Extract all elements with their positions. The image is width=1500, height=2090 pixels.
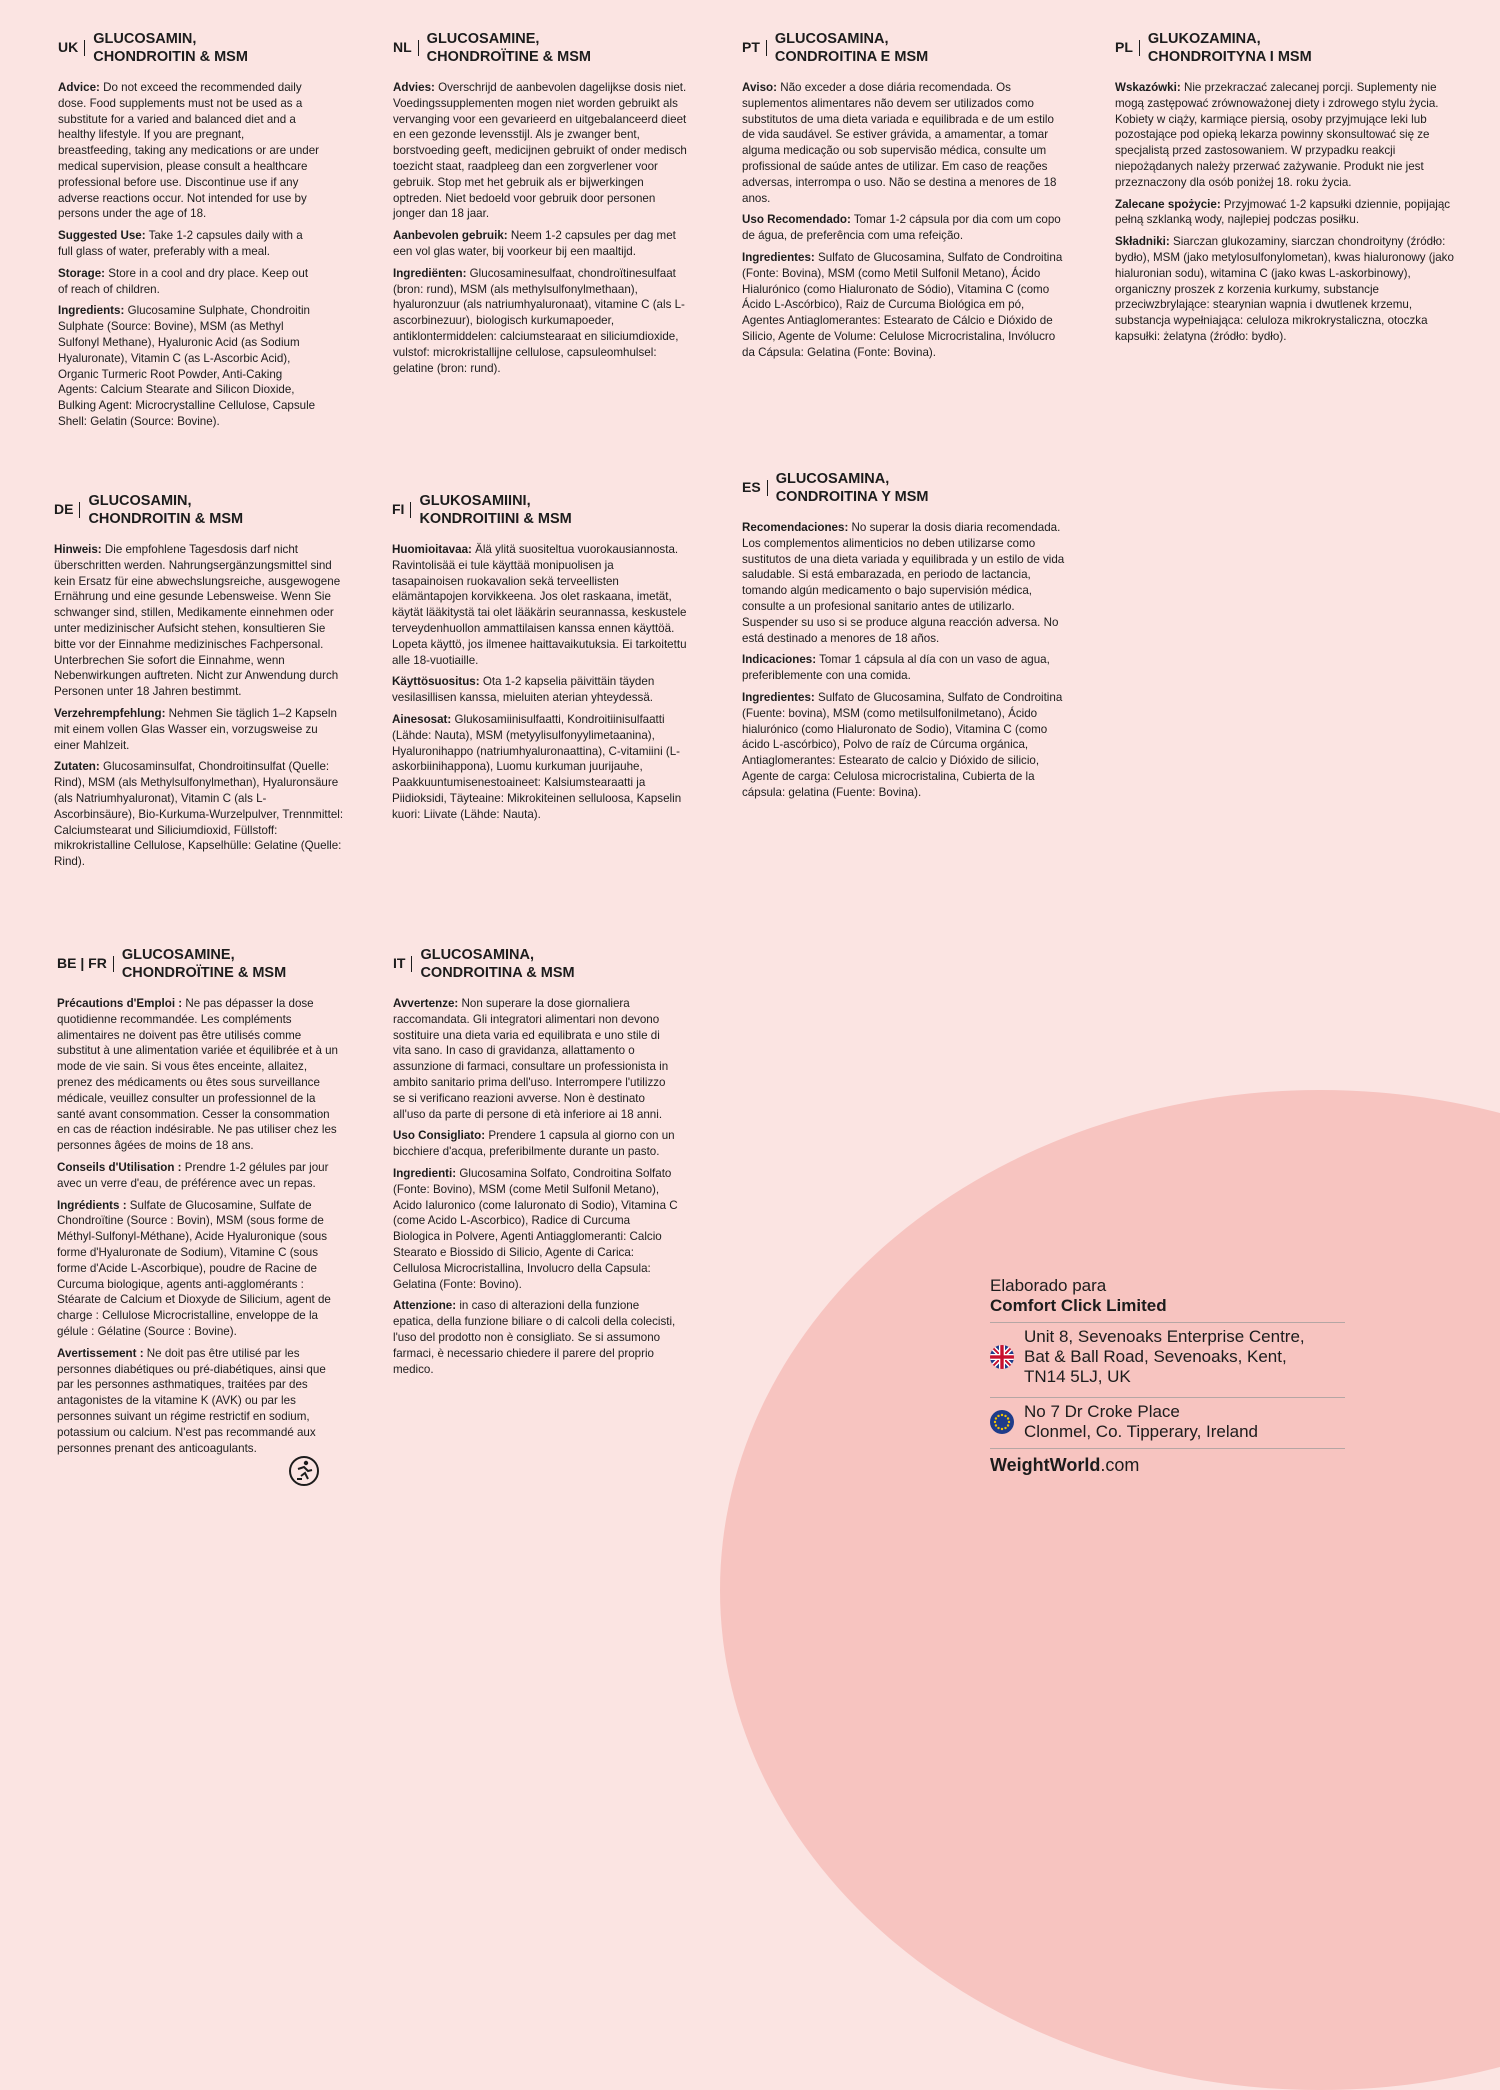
uk-address-line: Bat & Ball Road, Sevenoaks, Kent, — [1024, 1347, 1287, 1366]
paragraph-label: Suggested Use: — [58, 229, 146, 243]
paragraph-text: Store in a cool and dry place. Keep out of reach of children. — [58, 266, 309, 296]
language-code: DE — [54, 501, 74, 518]
label-paragraph — [58, 266, 320, 298]
header-divider — [84, 40, 85, 56]
label-paragraph — [742, 80, 1067, 206]
paragraph-label: Huomioitavaa: — [392, 543, 472, 556]
paragraph-label: Ingredients: — [58, 304, 125, 318]
language-code: IT — [393, 955, 406, 972]
paragraph-label: Aviso: — [742, 81, 778, 94]
product-title — [122, 946, 286, 982]
paragraph-label: Wskazówki: — [1115, 81, 1181, 94]
website-tld: .com — [1100, 1455, 1140, 1475]
label-panel-de — [54, 492, 346, 876]
label-paragraph — [393, 80, 690, 222]
product-title-line: CONDROITINA & MSM — [420, 965, 575, 981]
label-paragraph — [392, 712, 687, 823]
paragraph-label: Ingrediënten: — [393, 266, 467, 280]
label-panel-nl — [393, 30, 690, 382]
paragraph-text: Przyjmować 1-2 kapsułki dziennie, popijając pełną szklanką wody, najlepiej podczas posiłku. — [1115, 197, 1451, 227]
label-panel-fi — [392, 492, 687, 829]
paragraph-label: Avvertenze: — [393, 997, 459, 1010]
paragraph-text: Non superare la dose giornaliera raccomandata. Gli integratori alimentari non devono sostituire una dieta varia ed equilibrata e uno stile di vita sano. In caso di gravidanza, allattamento o assunzione di farmaci, consultare un professionista in ambito sanitario prima dell'uso. Interrompere l'utilizzo se si verificano reazioni avverse. Non è destinato all'uso da parte di persone di età inferiore ai 18 anni. — [393, 997, 669, 1121]
label-paragraph — [742, 520, 1067, 646]
label-paragraph — [54, 542, 346, 700]
paragraph-text: Ne doit pas être utilisé par les personnes diabétiques ou pré-diabétiques, ainsi que par les personnes asthmatiques, traitées par des antagonistes de la vitamine K (AVK) ou par les personnes suivant un régime restrictif en sodium, potassium ou calcium. N'est pas recommandé aux personnes prenant des anticoagulants. — [57, 1346, 326, 1455]
eu-star — [1007, 1424, 1009, 1426]
eu-star — [1001, 1414, 1003, 1416]
panel-header — [54, 492, 346, 528]
product-title-line: GLUCOSAMIN, — [93, 31, 197, 47]
eu-address-line: No 7 Dr Croke Place — [1024, 1402, 1180, 1421]
manufacturer-footer — [990, 1276, 1345, 1475]
header-divider — [411, 956, 412, 972]
paragraph-label: Advies: — [393, 81, 435, 94]
label-paragraph — [393, 996, 678, 1122]
panel-header — [393, 946, 678, 982]
paragraph-text: No superar la dosis diaria recomendada. Los complementos alimenticios no deben utilizarse como sustitutos de una dieta variada y equilibrada y un estilo de vida saludable. Si está embarazada, en periodo de lactancia, tomando algún medicamento o bajo supervisión médica, consulte a un profesional sanitario antes de utilizarlo. Suspender su uso si se produce alguna reacción adversa. No está destinado a menores de 18 años. — [742, 521, 1065, 645]
paragraph-text: in caso di alterazioni della funzione epatica, della funzione biliare o di calcoli della colecisti, l'uso del prodotto non è consigliato. Se si assumono farmaci, è necessario chiedere il parere del proprio medico. — [393, 1299, 676, 1376]
paragraph-label: Ingrédients : — [57, 1198, 127, 1212]
paragraph-text: Prendere 1 capsula al giorno con un bicchiere d'acqua, preferibilmente durante un pasto. — [393, 1129, 675, 1159]
uk-flag-icon — [990, 1345, 1014, 1369]
paragraph-label: Verzehrempfehlung: — [54, 706, 166, 720]
product-title-line: CHONDROITIN & MSM — [88, 511, 244, 527]
paragraph-text: Sulfato de Glucosamina, Sulfato de Condroitina (Fonte: Bovina), MSM (como Metil Sulfonil Metano), Ácido Hialurónico (como Hialuronato de Sódio), Vitamina C (como Ácido L-Ascórbico), Raiz de Curcuma Biológica em pó, Agentes Antiaglomerantes: Estearato de Cálcio e Dióxido de Silicio, Agente de Volume: Celulose Microcristalina, Invólucro da Cápsula: Gelatina (Fonte: Bovina). — [742, 250, 1063, 359]
paragraph-label: Attenzione: — [393, 1299, 457, 1313]
label-paragraph — [54, 759, 346, 870]
language-code: NL — [393, 39, 412, 56]
paragraph-label: Ingredientes: — [742, 690, 815, 704]
panel-header — [57, 946, 345, 982]
label-paragraph — [57, 1346, 345, 1457]
product-title-line: GLUCOSAMINA, — [420, 947, 535, 963]
company-name: Comfort Click Limited — [990, 1296, 1167, 1315]
panel-header — [742, 30, 1067, 66]
eu-star — [1008, 1421, 1010, 1423]
label-paragraph — [742, 690, 1067, 801]
header-divider — [113, 956, 114, 972]
paragraph-label: Storage: — [58, 266, 106, 280]
eu-star — [1004, 1427, 1006, 1429]
panel-header — [392, 492, 687, 528]
paragraph-label: Zutaten: — [54, 760, 100, 774]
website-url[interactable] — [990, 1448, 1345, 1475]
product-title-line: CHONDROITYNA I MSM — [1147, 49, 1312, 65]
paragraph-text: Ne pas dépasser la dose quotidienne recommandée. Les compléments alimentaires ne doivent pas être utilisés comme substitut à une alimentation variée et équilibrée et à un mode de vie sain. Si vous êtes enceinte, allaitez, prenez des médicaments ou êtes sous surveillance médicale, veuillez consulter un professionnel de la santé avant consommation. Cesser la consommation en cas de réaction indésirable. Ne pas utiliser chez les personnes âgées de moins de 18 ans. — [57, 997, 339, 1153]
eu-address-block — [990, 1397, 1345, 1446]
header-divider — [410, 502, 411, 518]
label-paragraph — [742, 212, 1067, 244]
language-code: UK — [58, 39, 79, 56]
paragraph-label: Avertissement : — [57, 1346, 144, 1360]
label-panel-pl — [1115, 30, 1455, 351]
paragraph-text: Glucosamine Sulphate, Chondroitin Sulphate (Source: Bovine), MSM (as Methyl Sulfonyl Methane), Hyaluronic Acid (as Sodium Hyaluronate), Vitamin C (as L-Ascorbic Acid), Organic Turmeric Root Powder, Anti-Caking Agents: Calcium Stearate and Silicon Dioxide, Bulking Agent: Microcrystalline Cellulose, Capsule Shell: Gelatin (Source: Bovine). — [58, 304, 316, 428]
product-title-line: CONDROITINA E MSM — [774, 49, 929, 65]
paragraph-text: Overschrijd de aanbevolen dagelijkse dosis niet. Voedingssupplementen mogen niet worden gebruikt als vervanging voor een gevarieerd en uitgebalanceerd dieet en een gezonde levensstijl. Als je zwanger bent, borstvoeding geeft, medicijnen gebruikt of onder medisch toezicht staat, raadpleeg dan een zorgverlener voor gebruik. Stop met het gebruik als er bijwerkingen optreden. Niet bedoeld voor gebruik door personen jonger dan 18 jaar. — [393, 81, 687, 221]
paragraph-text: Não exceder a dose diária recomendada. Os suplementos alimentares não devem ser utilizados como substitutos de uma dieta variada e equilibrada e de um estilo de vida saudável. Se estiver grávida, a amamentar, a tomar alguma medicação ou sob supervisão médica, consulte um profissional de saúde antes de utilizar. Em caso de reações adversas, interrompa o uso. Não se destina a menores de 18 anos. — [742, 81, 1057, 205]
label-paragraph — [58, 303, 320, 429]
label-panel-pt — [742, 30, 1067, 367]
label-paragraph — [57, 996, 345, 1154]
product-title — [93, 30, 248, 66]
paragraph-label: Käyttösuositus: — [392, 675, 480, 689]
panel-header — [58, 30, 320, 66]
panel-header — [1115, 30, 1455, 66]
paragraph-text: Älä ylitä suositeltua vuorokausiannosta. Ravintolisää ei tule käyttää monipuolisen ja tasapainoisen ruokavalion sekä terveellisten elämäntapojen korvikkeena. Jos olet raskaana, imetät, käytät lääkitystä tai olet lääkärin seurannassa, keskustele terveydenhuollon ammattilaisen kanssa ennen käyttöä. Lopeta käyttö, jos ilmenee haittavaikutuksia. Ei tarkoitettu alle 18-vuotiaille. — [392, 543, 687, 667]
label-paragraph — [1115, 234, 1455, 345]
paragraph-text: Ota 1-2 kapselia päivittäin täyden vesilasillisen kanssa, mieluiten aterian yhteydessä. — [392, 675, 655, 705]
paragraph-label: Recomendaciones: — [742, 521, 849, 534]
product-title-line: GLUCOSAMIN, — [88, 493, 192, 509]
paragraph-text: Glucosamina Solfato, Condroitina Solfato (Fonte: Bovino), MSM (come Metil Sulfonil Metano), Acido Ialuronico (come Ialuronato di Sodio), Vitamina C (come Acido L-Ascorbico), Radice di Curcuma Biologica in Polvere, Agenti Antiagglomeranti: Calcio Stearato e Biossido di Silicio, Agente di Carica: Cellulosa Microcristallina, Involucro della Capsula: Gelatina (Fonte: Bovino). — [393, 1166, 678, 1291]
label-panel-befr — [57, 946, 345, 1462]
label-paragraph — [57, 1198, 345, 1340]
eu-flag-icon — [990, 1410, 1014, 1434]
eu-star — [997, 1427, 999, 1429]
product-title — [776, 470, 929, 506]
paragraph-text: Neem 1-2 capsules per dag met een vol glas water, bij voorkeur bij een maaltijd. — [393, 229, 676, 258]
product-title-line: CHONDROITIN & MSM — [93, 49, 248, 65]
panel-header — [393, 30, 690, 66]
label-paragraph — [393, 228, 690, 260]
decorative-circle — [720, 1090, 1500, 2090]
label-paragraph — [393, 1166, 678, 1292]
eu-address-line: Clonmel, Co. Tipperary, Ireland — [1024, 1422, 1259, 1441]
paragraph-label: Ingredientes: — [742, 250, 815, 264]
paragraph-text: Sulfate de Glucosamine, Sulfate de Chondroïtine (Source : Bovin), MSM (sous forme de Méthyl-Sulfonyl-Méthane), Acide Hyaluronique (sous forme d'Hyaluronate de Sodium), Vitamine C (sous forme d'Acide L-Ascorbique), poudre de Racine de Curcuma biologique, agents anti-agglomérants : Stéarate de Calcium et Dioxyde de Silicium, agent de charge : Cellulose Microcristalline, enveloppe de la gélule : Gélatine (Source : Bovine). — [57, 1198, 331, 1338]
paragraph-label: Uso Consigliato: — [393, 1129, 486, 1143]
product-title — [88, 492, 243, 528]
label-paragraph — [392, 542, 687, 668]
paragraph-label: Conseils d'Utilisation : — [57, 1160, 182, 1174]
label-paragraph — [58, 228, 320, 260]
website-brand: WeightWorld — [990, 1455, 1101, 1475]
label-paragraph — [57, 1160, 345, 1192]
eu-star — [1007, 1417, 1009, 1419]
paragraph-text: Tomar 1 cápsula al día con un vaso de agua, preferiblemente con una comida. — [742, 653, 1050, 683]
eu-star — [994, 1421, 996, 1423]
header-divider — [766, 40, 767, 56]
paragraph-text: Nie przekraczać zalecanej porcji. Suplementy nie mogą zastępować zrównoważonej diety i zdrowego stylu życia. Kobiety w ciąży, karmiące piersią, osoby przyjmujące leki lub pozostające pod opieką lekarza powinny skonsultować się ze specjalistą przed zastosowaniem. W przypadku reakcji niepożądanych należy przerwać zażywanie. Produkt nie jest przeznaczony dla osób poniżej 18. roku życia. — [1115, 81, 1439, 189]
paragraph-text: Glucosaminesulfaat, chondroïtinesulfaat (bron: rund), MSM (als methylsulfonylmethaan), hyaluronzuur (als natriumhyaluronaat), vitamine C (als L-ascorbinezuur), biologisch kurkumapoeder, antiklontermiddelen: calciumstearaat en siliciumdioxide, vulstof: microkristallijne cellulose, capsuleomhulsel: gelatine (bron: rund). — [393, 266, 685, 375]
paragraph-label: Ainesosat: — [392, 712, 452, 726]
label-panel-es — [742, 470, 1067, 807]
label-paragraph — [393, 1128, 678, 1160]
made-for-label: Elaborado para — [990, 1276, 1107, 1295]
product-title — [419, 492, 571, 528]
language-code: PT — [742, 39, 760, 56]
product-title-line: GLUKOSAMIINI, — [419, 493, 531, 509]
header-divider — [79, 502, 80, 518]
paragraph-text: Glucosaminsulfat, Chondroitinsulfat (Quelle: Rind), MSM (als Methylsulfonylmethan), Hyaluronsäure (als Natriumhyaluronat), Vitamin C (als L-Ascorbinsäure), Bio-Kurkuma-Wurzelpulver, Trennmittel: Calciumstearat und Siliciumdioxid, Füllstoff: mikrokristalline Cellulose, Kapselhülle: Gelatine (Quelle: Rind). — [54, 760, 344, 869]
product-title-line: CONDROITINA Y MSM — [775, 489, 929, 505]
paragraph-text: Take 1-2 capsules daily with a full glass of water, preferably with a meal. — [58, 229, 303, 258]
eu-star — [1004, 1415, 1006, 1417]
paragraph-text: Die empfohlene Tagesdosis darf nicht überschritten werden. Nahrungsergänzungsmittel sind kein Ersatz für eine abwechslungsreiche, ausgewogene Ernährung und eine gesunde Lebensweise. Wenn Sie schwanger sind, stillen, Medikamente einnehmen oder unter medizinischer Aufsicht stehen, konsultieren Sie bitte vor der Einnahme medizinisches Fachpersonal. Unterbrechen Sie sofort die Einnahme, wenn Nebenwirkungen auftreten. Nicht zur Anwendung durch Personen unter 18 Jahren bestimmt. — [54, 543, 341, 699]
product-title-line: GLUCOSAMINA, — [774, 31, 889, 47]
paragraph-label: Advice: — [58, 81, 100, 94]
paragraph-text: Siarczan glukozaminy, siarczan chondroityny (źródło: bydło), MSM (jako metylosulfonylometan), kwas hialuronowy (jako hialuronian sodu), witamina C (jako kwas L-askorbinowy), organiczny proszek z korzenia kurkumy, substancje przeciwzbrylające: stearynian wapnia i dwutlenek krzemu, substancja wypełniająca: celuloza mikrokrystaliczna, otoczka kapsułki: żelatyna (źródło: bydło). — [1115, 235, 1454, 343]
product-title-line: KONDROITIINI & MSM — [419, 511, 572, 527]
label-paragraph — [742, 250, 1067, 361]
product-title — [420, 946, 574, 982]
paragraph-text: Do not exceed the recommended daily dose. Food supplements must not be used as a substitute for a varied and balanced diet and a healthy lifestyle. If you are pregnant, breastfeeding, taking any medications or are under medical supervision, please consult a healthcare professional before use. Discontinue use if any adverse reactions occur. Not intended for use by persons under the age of 18. — [58, 81, 320, 221]
label-paragraph — [393, 1298, 678, 1377]
paragraph-text: Prendre 1-2 gélules par jour avec un verre d'eau, de préférence avec un repas. — [57, 1160, 329, 1190]
label-paragraph — [1115, 80, 1455, 191]
product-title — [775, 30, 928, 66]
product-title-line: GLUCOSAMINA, — [775, 471, 890, 487]
paragraph-label: Uso Recomendado: — [742, 213, 851, 227]
product-title-line: CHONDROÏTINE & MSM — [426, 49, 592, 65]
paragraph-text: Glukosamiinisulfaatti, Kondroitiinisulfaatti (Lähde: Nauta), MSM (metyylisulfonyylimetaanina), Hyaluronihappo (natriumhyaluronaattina), C-vitamiini (L-askorbiinihappona), Luomu kurkuman juurijauhe, Paakkuuntumisenestoaineet: Kalsiumstearaatti ja Piidioksidi, Täyteaine: Mikrokiteinen selluloosa, Kapselin kuori: Liivate (Lähde: Nauta). — [392, 712, 682, 821]
language-code: PL — [1115, 39, 1133, 56]
product-title — [427, 30, 591, 66]
label-paragraph — [1115, 197, 1455, 229]
header-divider — [418, 40, 419, 56]
product-title-line: GLUCOSAMINE, — [426, 31, 540, 47]
recycling-icon — [288, 1455, 320, 1487]
eu-star — [995, 1424, 997, 1426]
language-code: BE | FR — [57, 955, 107, 972]
label-paragraph — [58, 80, 320, 222]
paragraph-label: Aanbevolen gebruik: — [393, 229, 508, 243]
paragraph-label: Précautions d'Emploi : — [57, 997, 183, 1010]
panel-header — [742, 470, 1067, 506]
product-title-line: GLUCOSAMINE, — [121, 947, 235, 963]
label-panel-uk — [58, 30, 320, 436]
language-code: FI — [392, 501, 405, 518]
uk-address-line: Unit 8, Sevenoaks Enterprise Centre, — [1024, 1327, 1305, 1346]
header-divider — [1139, 40, 1140, 56]
language-code: ES — [742, 479, 761, 496]
label-paragraph — [392, 674, 687, 706]
product-title-line: GLUKOZAMINA, — [1147, 31, 1261, 47]
paragraph-label: Zalecane spożycie: — [1115, 197, 1221, 211]
eu-star — [995, 1417, 997, 1419]
uk-address-line: TN14 5LJ, UK — [1024, 1367, 1131, 1386]
paragraph-label: Ingredienti: — [393, 1166, 457, 1180]
eu-star — [997, 1415, 999, 1417]
header-divider — [767, 480, 768, 496]
paragraph-label: Hinweis: — [54, 543, 102, 556]
paragraph-text: Sulfato de Glucosamina, Sulfato de Condroitina (Fuente: bovina), MSM (como metilsulfonilmetano), Ácido hialurónico (como Hialuronato de Sodio), Vitamina C (como ácido L-ascórbico), Polvo de raíz de Cúrcuma orgánica, Antiaglomerantes: Estearato de calcio y Dióxido de silicio, Agente de carga: Celulosa microcristalina, Cubierta de la cápsula: gelatina (Fuente: Bovina). — [742, 690, 1063, 799]
uk-address-block — [990, 1322, 1345, 1391]
label-panel-it — [393, 946, 678, 1383]
label-paragraph — [393, 266, 690, 377]
label-paragraph — [54, 706, 346, 753]
product-title-line: CHONDROÏTINE & MSM — [121, 965, 287, 981]
product-title — [1148, 30, 1312, 66]
paragraph-label: Składniki: — [1115, 235, 1170, 249]
label-paragraph — [742, 652, 1067, 684]
paragraph-text: Nehmen Sie täglich 1–2 Kapseln mit einem vollen Glas Wasser ein, vorzugsweise zu einer Mahlzeit. — [54, 706, 337, 752]
paragraph-label: Indicaciones: — [742, 653, 817, 667]
eu-star — [1001, 1428, 1003, 1430]
paragraph-text: Tomar 1-2 cápsula por dia com um copo de água, de preferência com uma refeição. — [742, 213, 1061, 243]
